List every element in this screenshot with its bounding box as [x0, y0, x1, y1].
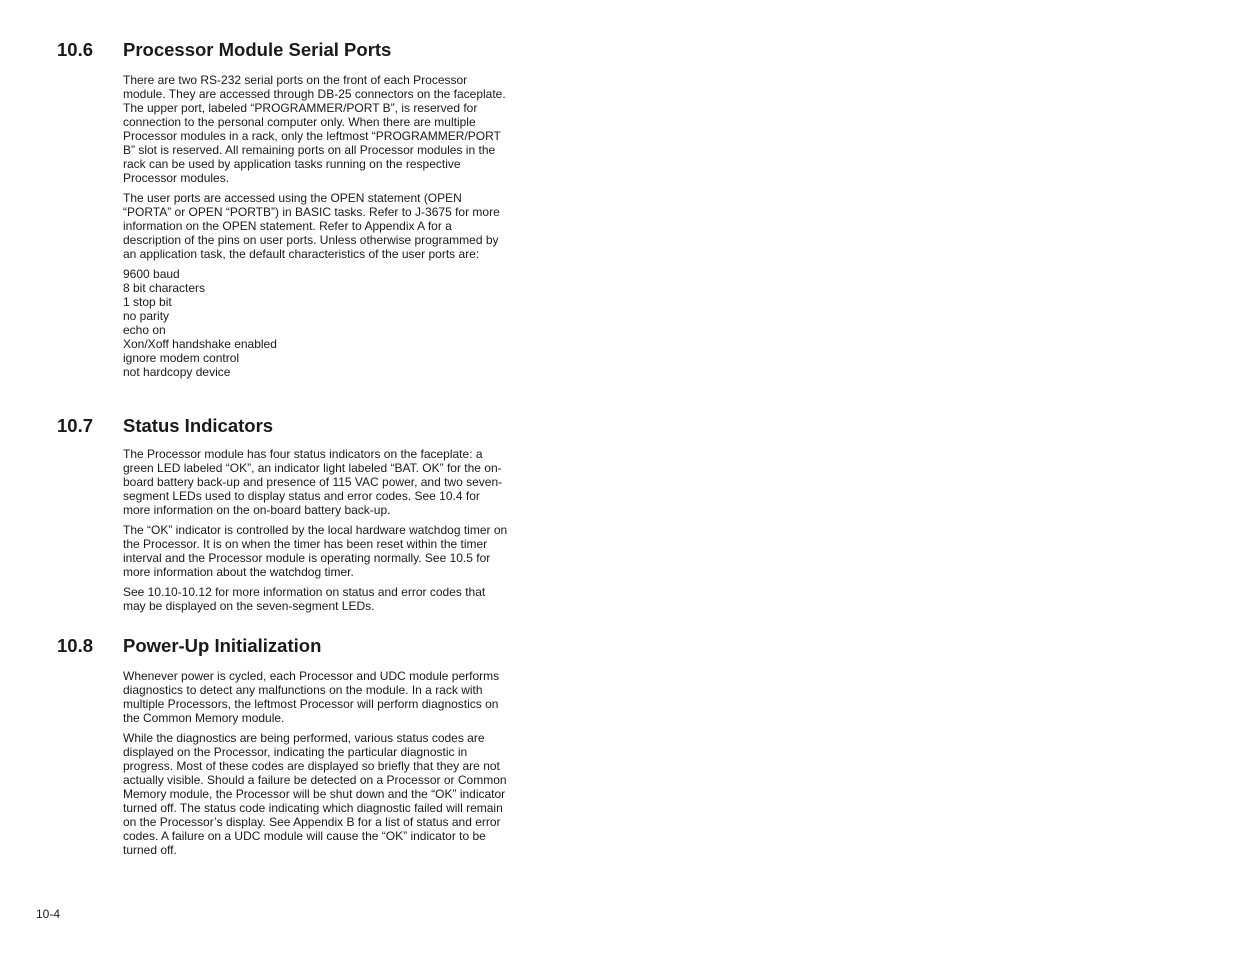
- section-number: 10.8: [57, 635, 94, 656]
- list-item: 9600 baud: [123, 267, 180, 281]
- list-item: 1 stop bit: [123, 295, 172, 309]
- paragraph: See 10.10-10.12 for more information on status and error codes that may be displayed on the seven-segment LEDs.: [123, 585, 486, 613]
- section-power-up: [57, 635, 517, 863]
- section-heading: [57, 39, 517, 65]
- section-serial-ports: [57, 39, 517, 379]
- section-heading: [57, 635, 517, 661]
- section-title: Processor Module Serial Ports: [123, 39, 392, 60]
- list-item: ignore modem control: [123, 351, 240, 365]
- section-heading: [57, 415, 517, 441]
- paragraph: Whenever power is cycled, each Processor and UDC module performs diagnostics to detect any malfunctions on the module. In a rack with multiple Processors, the leftmost Processor will perform diagnostics on the Common Memory module.: [123, 669, 500, 725]
- paragraph: The user ports are accessed using the OPEN statement (OPEN “PORTA” or OPEN “PORTB”) in BASIC tasks. Refer to J-3675 for more information on the OPEN statement. Refer to Appendix A for a description of the pins on user ports. Unless otherwise programmed by an application task, the default characteristics of the user ports are:: [123, 191, 500, 261]
- section-title: Power-Up Initialization: [123, 635, 322, 656]
- list-item: no parity: [123, 309, 170, 323]
- section-title: Status Indicators: [123, 415, 274, 436]
- list-item: not hardcopy device: [123, 365, 231, 379]
- section-status-indicators: [57, 415, 517, 619]
- list-item: 8 bit characters: [123, 281, 206, 295]
- paragraph: The Processor module has four status indicators on the faceplate: a green LED labeled “OK”, an indicator light labeled “BAT. OK” for the on-board battery back-up and presence of 115 VAC power, and two seven-segment LEDs used to display status and error codes. See 10.4 for more information on the on-board battery back-up.: [123, 447, 503, 517]
- section-body: [123, 73, 508, 379]
- section-number: 10.6: [57, 39, 94, 60]
- page-number: 10-4: [36, 907, 61, 921]
- paragraph: While the diagnostics are being performed, various status codes are displayed on the Processor, indicating the particular diagnostic in progress. Most of these codes are displayed so briefly that they are not actually visible. Should a failure be detected on a Processor or Common Memory module, the Processor will be shut down and the “OK” indicator turned off. The status code indicating which diagnostic failed will remain on the Processor’s display. See Appendix B for a list of status and error codes. A failure on a UDC module will cause the “OK” indicator to be turned off.: [123, 731, 507, 857]
- paragraph: There are two RS-232 serial ports on the front of each Processor module. They are accessed through DB-25 connectors on the faceplate. The upper port, labeled “PROGRAMMER/PORT B”, is reserved for connection to the personal computer only. When there are multiple Processor modules in a rack, only the leftmost “PROGRAMMER/PORT B” slot is reserved. All remaining ports on all Processor modules in the rack can be used by application tasks running on the respective Processor modules.: [123, 73, 506, 185]
- section-body: [123, 447, 508, 613]
- list-item: echo on: [123, 323, 166, 337]
- section-number: 10.7: [57, 415, 94, 436]
- default-characteristics-list: [123, 267, 508, 379]
- section-body: [123, 669, 508, 857]
- list-item: Xon/Xoff handshake enabled: [123, 337, 277, 351]
- paragraph: The “OK” indicator is controlled by the local hardware watchdog timer on the Processor. It is on when the timer has been reset within the timer interval and the Processor module is operating normally. See 10.5 for more information about the watchdog timer.: [123, 523, 508, 579]
